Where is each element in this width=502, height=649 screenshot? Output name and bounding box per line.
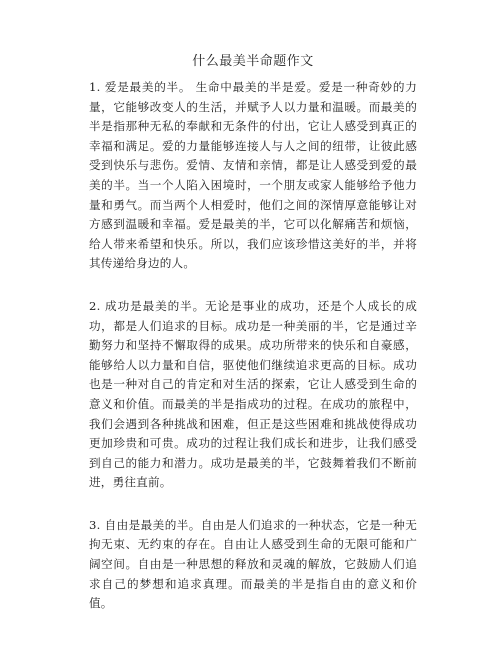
paragraph-love: 1. 爱是最美的半。 生命中最美的半是爱。爱是一种奇妙的力量，它能够改变人的生活，并赋予人以力量和温暖。而最美的半是指那种无私的奉献和无条件的付出，它让人感受到真正的幸福和满足。爱的力量能够连接人与人之间的纽带，让彼此感受到快乐与悲伤。爱情、友情和亲情，都是让人感受到爱的最美的半。当一个人陷入困境时，一个朋友或家人能够给予他力量和勇气。而当两个人相爱时，他们之间的深情厚意能够让对方感到温暖和幸福。爱是最美的半，它可以化解痛苦和烦恼，给人带来希望和快乐。所以，我们应该珍惜这美好的半，并将其传递给身边的人。 xyxy=(89,80,417,271)
paragraph-freedom: 3. 自由是最美的半。自由是人们追求的一种状态，它是一种无拘无束、无约束的存在。自由让人感受到生命的无限可能和广阔空间。自由是一种思想的释放和灵魂的解放，它鼓励人们追求自己的梦想和追求真理。而最美的半是指自由的意义和价值。 xyxy=(89,517,417,611)
document-page xyxy=(89,52,417,637)
paragraph-success: 2. 成功是最美的半。无论是事业的成功，还是个人成长的成功，都是人们追求的目标。成功是一种美丽的半，它是通过辛勤努力和坚持不懈取得的成果。成功所带来的快乐和自豪感，能够给人以力量和自信，驱使他们继续追求更高的目标。成功也是一种对自己的肯定和对生活的探索，它让人感受到生命的意义和价值。而最美的半是指成功的过程。在成功的旅程中，我们会遇到各种挑战和困难，但正是这些困难和挑战使得成功更加珍贵和可贵。成功的过程让我们成长和进步，让我们感受到自己的能力和潜力。成功是最美的半，它鼓舞着我们不断前进，勇往直前。 xyxy=(89,298,417,490)
document-title: 什么最美半命题作文 xyxy=(192,54,314,69)
